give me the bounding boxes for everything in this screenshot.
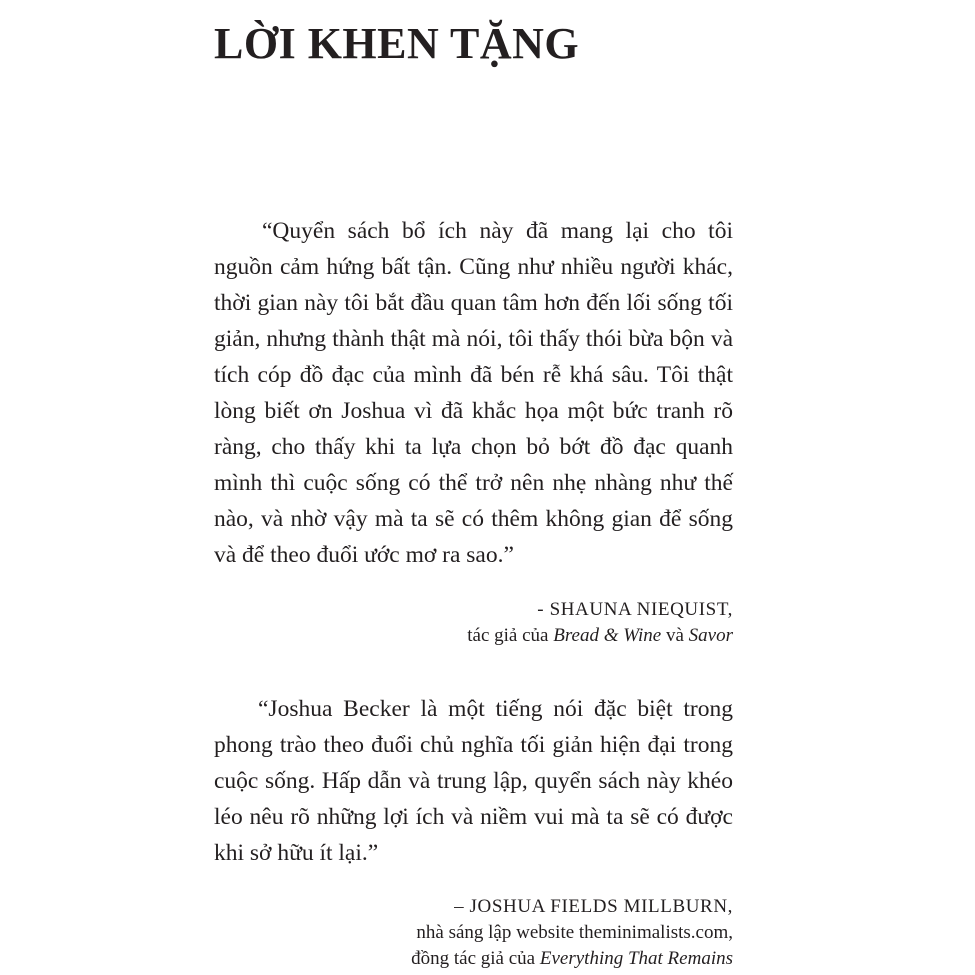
conjunction: và: [661, 625, 689, 646]
role-prefix: đồng tác giả của: [411, 948, 540, 969]
author-role-line2-millburn: [411, 946, 733, 972]
role-prefix: tác giả của: [467, 625, 554, 646]
book-title-savor: Savor: [688, 625, 733, 646]
book-title-bread-wine: Bread & Wine: [553, 625, 662, 646]
author-role-niequist: [467, 623, 733, 649]
book-title-everything-that-remains: Everything That Remains: [539, 948, 733, 969]
testimonial-quote-millburn: “Joshua Becker là một tiếng nói đặc biệt trong phong trào theo đuổi chủ nghĩa tối giản hiện đại trong cuộc sống. Hấp dẫn và trung lập, quyển sách này khéo léo nêu rõ những lợi ích và niềm vui mà ta sẽ có được khi sở hữu ít lại.”: [214, 696, 733, 866]
author-role-line1-millburn: nhà sáng lập website theminimalists.com,: [416, 922, 733, 943]
attribution-niequist: [467, 597, 733, 649]
author-name-millburn: – JOSHUA FIELDS MILLBURN,: [454, 896, 733, 917]
author-name-niequist: - SHAUNA NIEQUIST,: [537, 599, 733, 620]
attribution-millburn: [411, 894, 733, 972]
testimonial-quote-niequist: “Quyển sách bổ ích này đã mang lại cho tôi nguồn cảm hứng bất tận. Cũng như nhiều người khác, thời gian này tôi bắt đầu quan tâm hơn đến lối sống tối giản, nhưng thành thật mà nói, tôi thấy thói bừa bộn và tích cóp đồ đạc của mình đã bén rễ khá sâu. Tôi thật lòng biết ơn Joshua vì đã khắc họa một bức tranh rõ ràng, cho thấy khi ta lựa chọn bỏ bớt đồ đạc quanh mình thì cuộc sống có thể trở nên nhẹ nhàng như thế nào, và nhờ vậy mà ta sẽ có thêm không gian để sống và để theo đuổi ước mơ ra sao.”: [214, 218, 733, 568]
page-title: LỜI KHEN TẶNG: [214, 19, 580, 68]
